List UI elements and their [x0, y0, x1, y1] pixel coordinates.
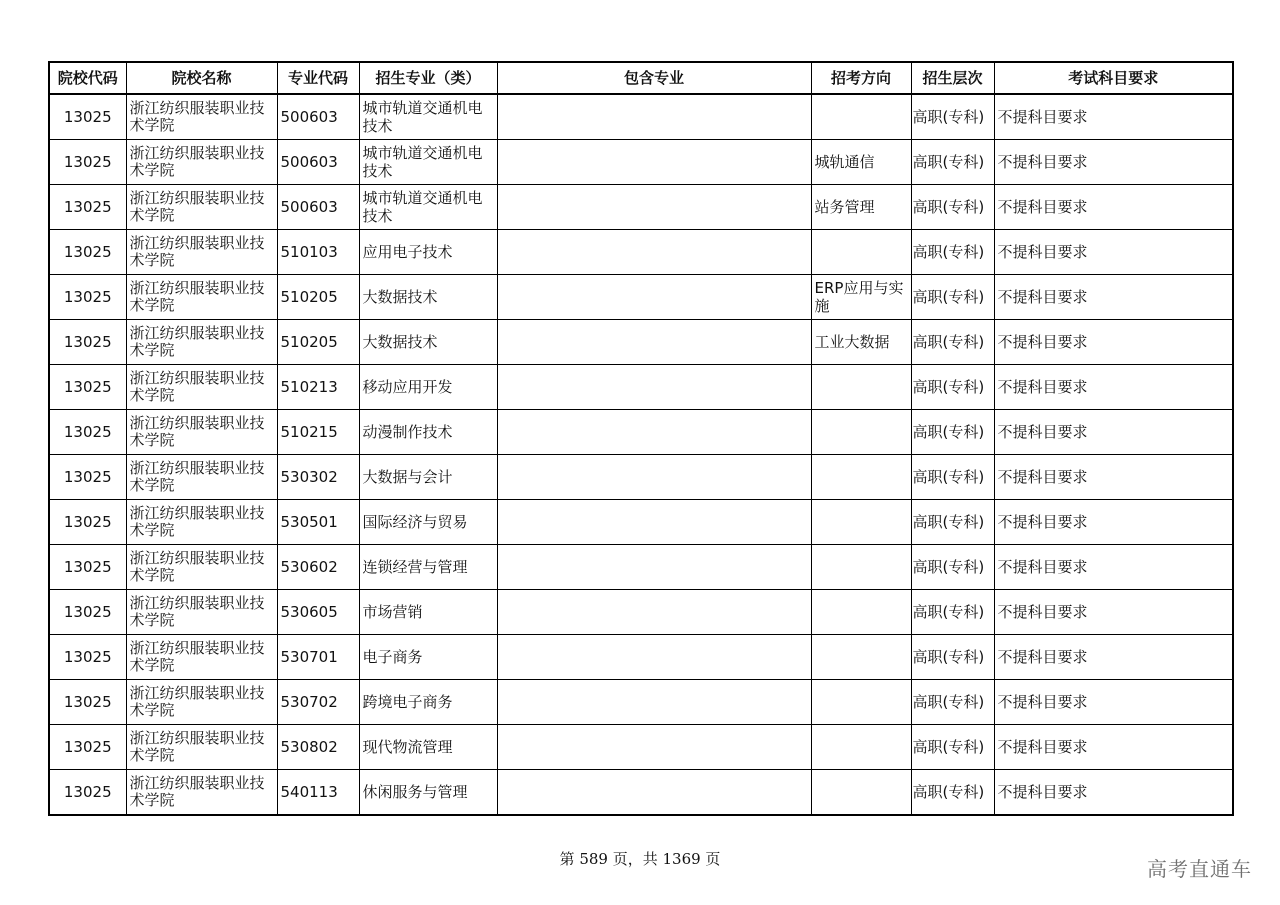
cell-school-name: 浙江纺织服装职业技术学院 [126, 410, 277, 455]
header-major: 招生专业（类） [359, 62, 497, 94]
cell-requirement: 不提科目要求 [994, 185, 1233, 230]
cell-school-name: 浙江纺织服装职业技术学院 [126, 185, 277, 230]
cell-level: 高职(专科) [911, 455, 994, 500]
header-school-name: 院校名称 [126, 62, 277, 94]
cell-requirement: 不提科目要求 [994, 680, 1233, 725]
table-row [49, 635, 1233, 680]
cell-included-majors [497, 545, 811, 590]
cell-included-majors [497, 410, 811, 455]
cell-level: 高职(专科) [911, 680, 994, 725]
cell-requirement: 不提科目要求 [994, 320, 1233, 365]
cell-direction [811, 635, 911, 680]
cell-included-majors [497, 500, 811, 545]
cell-school-code: 13025 [49, 725, 126, 770]
header-major-code: 专业代码 [277, 62, 359, 94]
table-body [49, 94, 1233, 815]
cell-major-code: 540113 [277, 770, 359, 816]
cell-major-code: 500603 [277, 185, 359, 230]
cell-direction [811, 94, 911, 140]
cell-included-majors [497, 770, 811, 816]
cell-school-code: 13025 [49, 140, 126, 185]
cell-major: 连锁经营与管理 [359, 545, 497, 590]
table-row [49, 230, 1233, 275]
cell-school-code: 13025 [49, 545, 126, 590]
cell-major: 大数据技术 [359, 320, 497, 365]
header-level: 招生层次 [911, 62, 994, 94]
cell-included-majors [497, 635, 811, 680]
cell-included-majors [497, 455, 811, 500]
cell-requirement: 不提科目要求 [994, 410, 1233, 455]
cell-school-code: 13025 [49, 230, 126, 275]
cell-school-code: 13025 [49, 770, 126, 816]
cell-major-code: 530702 [277, 680, 359, 725]
cell-major: 大数据与会计 [359, 455, 497, 500]
cell-major: 应用电子技术 [359, 230, 497, 275]
table-row [49, 725, 1233, 770]
cell-major: 移动应用开发 [359, 365, 497, 410]
cell-level: 高职(专科) [911, 140, 994, 185]
cell-included-majors [497, 230, 811, 275]
cell-major-code: 530602 [277, 545, 359, 590]
cell-school-code: 13025 [49, 635, 126, 680]
cell-included-majors [497, 590, 811, 635]
cell-school-name: 浙江纺织服装职业技术学院 [126, 230, 277, 275]
cell-school-code: 13025 [49, 410, 126, 455]
cell-requirement: 不提科目要求 [994, 275, 1233, 320]
header-row [49, 62, 1233, 94]
cell-direction [811, 365, 911, 410]
header-direction: 招考方向 [811, 62, 911, 94]
table-row [49, 455, 1233, 500]
cell-included-majors [497, 185, 811, 230]
cell-level: 高职(专科) [911, 635, 994, 680]
cell-major-code: 530701 [277, 635, 359, 680]
cell-school-name: 浙江纺织服装职业技术学院 [126, 590, 277, 635]
cell-requirement: 不提科目要求 [994, 635, 1233, 680]
cell-level: 高职(专科) [911, 94, 994, 140]
cell-school-code: 13025 [49, 590, 126, 635]
watermark: 高考直通车 [1147, 857, 1252, 881]
cell-direction [811, 230, 911, 275]
admissions-table [48, 61, 1234, 816]
cell-level: 高职(专科) [911, 725, 994, 770]
table-row [49, 365, 1233, 410]
cell-requirement: 不提科目要求 [994, 590, 1233, 635]
cell-direction: 城轨通信 [811, 140, 911, 185]
cell-school-name: 浙江纺织服装职业技术学院 [126, 635, 277, 680]
cell-level: 高职(专科) [911, 275, 994, 320]
cell-school-name: 浙江纺织服装职业技术学院 [126, 94, 277, 140]
cell-school-name: 浙江纺织服装职业技术学院 [126, 320, 277, 365]
cell-major: 国际经济与贸易 [359, 500, 497, 545]
cell-level: 高职(专科) [911, 185, 994, 230]
cell-direction: 工业大数据 [811, 320, 911, 365]
cell-included-majors [497, 94, 811, 140]
cell-major: 市场营销 [359, 590, 497, 635]
cell-direction [811, 590, 911, 635]
table-row [49, 140, 1233, 185]
cell-requirement: 不提科目要求 [994, 545, 1233, 590]
table-row [49, 500, 1233, 545]
header-included-majors: 包含专业 [497, 62, 811, 94]
cell-direction: 站务管理 [811, 185, 911, 230]
cell-major-code: 530501 [277, 500, 359, 545]
cell-level: 高职(专科) [911, 365, 994, 410]
table-row [49, 545, 1233, 590]
table-row [49, 185, 1233, 230]
table-row [49, 770, 1233, 816]
cell-major: 动漫制作技术 [359, 410, 497, 455]
cell-major: 城市轨道交通机电技术 [359, 140, 497, 185]
cell-school-code: 13025 [49, 365, 126, 410]
table-row [49, 590, 1233, 635]
cell-school-code: 13025 [49, 455, 126, 500]
cell-requirement: 不提科目要求 [994, 94, 1233, 140]
table-row [49, 275, 1233, 320]
cell-direction [811, 770, 911, 816]
cell-school-name: 浙江纺织服装职业技术学院 [126, 275, 277, 320]
table-row [49, 94, 1233, 140]
cell-major: 城市轨道交通机电技术 [359, 185, 497, 230]
cell-major-code: 500603 [277, 94, 359, 140]
cell-level: 高职(专科) [911, 545, 994, 590]
cell-requirement: 不提科目要求 [994, 770, 1233, 816]
cell-school-code: 13025 [49, 500, 126, 545]
cell-school-name: 浙江纺织服装职业技术学院 [126, 140, 277, 185]
cell-school-code: 13025 [49, 680, 126, 725]
cell-school-code: 13025 [49, 185, 126, 230]
cell-included-majors [497, 140, 811, 185]
cell-included-majors [497, 680, 811, 725]
cell-school-name: 浙江纺织服装职业技术学院 [126, 770, 277, 816]
cell-requirement: 不提科目要求 [994, 455, 1233, 500]
cell-school-name: 浙江纺织服装职业技术学院 [126, 725, 277, 770]
cell-level: 高职(专科) [911, 500, 994, 545]
cell-requirement: 不提科目要求 [994, 140, 1233, 185]
cell-level: 高职(专科) [911, 320, 994, 365]
cell-school-code: 13025 [49, 320, 126, 365]
cell-level: 高职(专科) [911, 590, 994, 635]
table-row [49, 680, 1233, 725]
cell-included-majors [497, 725, 811, 770]
cell-level: 高职(专科) [911, 410, 994, 455]
page-number: 第 589 页，共 1369 页 [559, 850, 721, 868]
cell-direction: ERP应用与实施 [811, 275, 911, 320]
cell-school-name: 浙江纺织服装职业技术学院 [126, 500, 277, 545]
cell-major-code: 530302 [277, 455, 359, 500]
cell-major-code: 500603 [277, 140, 359, 185]
cell-level: 高职(专科) [911, 230, 994, 275]
cell-requirement: 不提科目要求 [994, 365, 1233, 410]
cell-level: 高职(专科) [911, 770, 994, 816]
cell-major: 跨境电子商务 [359, 680, 497, 725]
cell-school-name: 浙江纺织服装职业技术学院 [126, 365, 277, 410]
cell-school-code: 13025 [49, 275, 126, 320]
cell-direction [811, 545, 911, 590]
cell-direction [811, 680, 911, 725]
cell-requirement: 不提科目要求 [994, 725, 1233, 770]
cell-major-code: 510205 [277, 320, 359, 365]
cell-direction [811, 455, 911, 500]
cell-direction [811, 725, 911, 770]
cell-included-majors [497, 320, 811, 365]
cell-major: 休闲服务与管理 [359, 770, 497, 816]
header-requirement: 考试科目要求 [994, 62, 1233, 94]
table-row [49, 320, 1233, 365]
cell-major-code: 510215 [277, 410, 359, 455]
cell-included-majors [497, 275, 811, 320]
cell-direction [811, 410, 911, 455]
header-school-code: 院校代码 [49, 62, 126, 94]
cell-included-majors [497, 365, 811, 410]
table-row [49, 410, 1233, 455]
cell-major-code: 510205 [277, 275, 359, 320]
cell-major-code: 510103 [277, 230, 359, 275]
cell-school-name: 浙江纺织服装职业技术学院 [126, 545, 277, 590]
cell-major-code: 530802 [277, 725, 359, 770]
cell-requirement: 不提科目要求 [994, 230, 1233, 275]
cell-major: 城市轨道交通机电技术 [359, 94, 497, 140]
cell-major-code: 530605 [277, 590, 359, 635]
cell-requirement: 不提科目要求 [994, 500, 1233, 545]
cell-major: 电子商务 [359, 635, 497, 680]
cell-major: 大数据技术 [359, 275, 497, 320]
cell-major: 现代物流管理 [359, 725, 497, 770]
cell-school-code: 13025 [49, 94, 126, 140]
cell-major-code: 510213 [277, 365, 359, 410]
cell-direction [811, 500, 911, 545]
cell-school-name: 浙江纺织服装职业技术学院 [126, 680, 277, 725]
cell-school-name: 浙江纺织服装职业技术学院 [126, 455, 277, 500]
